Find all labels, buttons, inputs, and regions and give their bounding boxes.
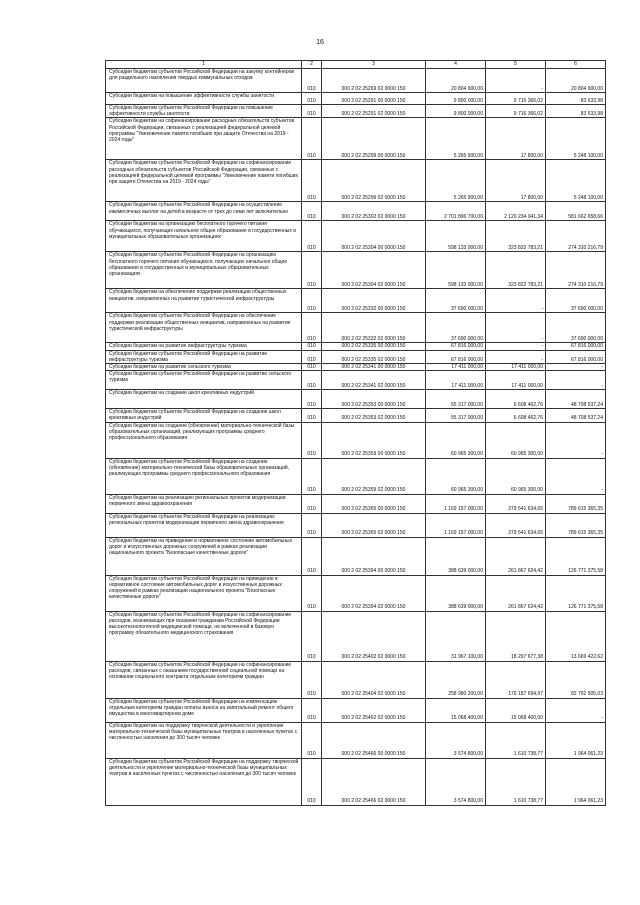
row-value-6: 1 964 061,23 — [546, 722, 606, 758]
row-code: 010 — [302, 221, 322, 252]
row-name: Субсидии бюджетам на повышение эффективности службы занятости — [106, 93, 302, 105]
row-value-5: 379 541 634,65 — [486, 494, 546, 513]
row-value-6: 5 248 100,00 — [546, 118, 606, 160]
row-name: Субсидии бюджетам субъектов Российской Федерации на повышение эффективности службы занятости — [106, 105, 302, 118]
row-value-5: 15 068 400,00 — [486, 698, 546, 722]
row-name: Субсидии бюджетам субъектов Российской Федерации на софинансирование расходных обязательств субъектов Российской Федерации, связанных с реализацией федеральной целевой программы "Увековечение памяти погибших при защите Отечества на 2019 - 2024 годы" — [106, 160, 302, 202]
row-name: Субсидии бюджетам субъектов Российской Федерации на поддержку творческой деятельности и укрепление материально-технической базы муниципальных театров в населенных пунктах с численностью населения до 300 тысяч человек — [106, 758, 302, 805]
row-code: 010 — [302, 343, 322, 350]
row-code: 010 — [302, 289, 322, 313]
table-row — [106, 105, 606, 118]
row-name: Субсидии бюджетам субъектов Российской Федерации на осуществление ежемесячных выплат на детей в возрасте от трех до семи лет включительно — [106, 202, 302, 221]
table-row — [106, 575, 606, 611]
page-number: 16 — [316, 39, 324, 46]
table-row — [106, 350, 606, 363]
row-name: Субсидии бюджетам субъектов Российской Федерации на приведение в нормативное состояние автомобильных дорог и искусственных дорожных сооружений в рамках реализации национального проекта "Безопасные качественные дороги" — [106, 575, 302, 611]
row-kbk: 000 2 02 25291 00 0000 150 — [322, 93, 426, 105]
row-value-4: 55 317 000,00 — [426, 409, 486, 422]
budget-table — [105, 60, 606, 806]
row-name: Субсидии бюджетам субъектов Российской Федерации на создание школ креативных индустрий — [106, 409, 302, 422]
row-code: 010 — [302, 422, 322, 458]
row-kbk: 000 2 02 25299 02 0000 150 — [322, 160, 426, 202]
row-value-4: 5 265 900,00 — [426, 160, 486, 202]
row-value-4: 55 317 000,00 — [426, 390, 486, 409]
row-value-6: 37 690 000,00 — [546, 289, 606, 313]
row-code: 010 — [302, 494, 322, 513]
table-row — [106, 118, 606, 160]
row-value-6: 274 310 216,79 — [546, 252, 606, 289]
row-kbk: 000 2 02 25402 02 0000 150 — [322, 611, 426, 661]
row-value-4: 17 411 000,00 — [426, 371, 486, 390]
row-value-4: 60 965 300,00 — [426, 458, 486, 494]
row-value-6: 789 615 365,35 — [546, 513, 606, 537]
row-value-4: 9 800 000,00 — [426, 105, 486, 118]
table-row — [106, 698, 606, 722]
row-kbk: 000 2 02 25466 00 0000 150 — [322, 722, 426, 758]
row-code: 010 — [302, 350, 322, 363]
table-row — [106, 458, 606, 494]
row-value-5: 17 800,00 — [486, 118, 546, 160]
row-value-4: 1 169 157 000,00 — [426, 494, 486, 513]
row-value-5: 261 867 624,42 — [486, 537, 546, 575]
header-row — [106, 61, 606, 69]
row-value-4: 1 169 157 000,00 — [426, 513, 486, 537]
row-value-6: 82 792 505,03 — [546, 661, 606, 698]
row-value-6: 20 804 900,00 — [546, 69, 606, 93]
row-name: Субсидии бюджетам субъектов Российской Федерации на закупку контейнеров для раздельного накопления твердых коммунальных отходов — [106, 69, 302, 93]
table-row — [106, 343, 606, 350]
table-row — [106, 390, 606, 409]
row-name: Субсидии бюджетам на организацию бесплатного горячего питания обучающихся, получающих начальное общее образование в государственных и муниципальных образовательных организациях — [106, 221, 302, 252]
row-value-4: 15 068 400,00 — [426, 698, 486, 722]
row-value-4: 388 639 000,00 — [426, 537, 486, 575]
row-kbk: 000 2 02 25341 00 0000 150 — [322, 364, 426, 371]
table-body — [106, 69, 606, 806]
row-value-4: 598 133 000,00 — [426, 221, 486, 252]
row-kbk: 000 2 02 25365 00 0000 150 — [322, 494, 426, 513]
row-value-4: 37 690 000,00 — [426, 289, 486, 313]
row-name: Субсидии бюджетам на создание школ креативных индустрий — [106, 390, 302, 409]
table-row — [106, 160, 606, 202]
row-value-5: 1 610 738,77 — [486, 758, 546, 805]
table-row — [106, 289, 606, 313]
row-code: 010 — [302, 252, 322, 289]
row-name: Субсидии бюджетам на приведение в нормативное состояние автомобильных дорог и искусственных дорожных сооружений в рамках реализации национального проекта "Безопасные качественные дороги" — [106, 537, 302, 575]
row-name: Субсидии бюджетам субъектов Российской Федерации на компенсацию отдельным категориям граждан оплаты взноса на капитальный ремонт общего имущества в многоквартирном доме — [106, 698, 302, 722]
row-value-4: 9 800 000,00 — [426, 93, 486, 105]
row-code: 010 — [302, 118, 322, 160]
table-row — [106, 364, 606, 371]
row-value-5: 18 297 677,38 — [486, 611, 546, 661]
row-value-5: 1 610 738,77 — [486, 722, 546, 758]
table-row — [106, 722, 606, 758]
row-value-4: 67 816 000,00 — [426, 343, 486, 350]
row-kbk: 000 2 02 25394 00 0000 150 — [322, 537, 426, 575]
row-value-5: 60 965 300,00 — [486, 458, 546, 494]
row-code: 010 — [302, 105, 322, 118]
row-value-4: 5 265 900,00 — [426, 118, 486, 160]
row-value-5: 2 120 234 041,34 — [486, 202, 546, 221]
row-value-5: - — [486, 313, 546, 343]
row-code: 010 — [302, 364, 322, 371]
row-value-5: 176 187 694,97 — [486, 661, 546, 698]
header-col-4: 4 — [426, 61, 486, 69]
table-row — [106, 221, 606, 252]
row-value-6: - — [546, 698, 606, 722]
row-kbk: 000 2 02 25466 02 0000 150 — [322, 758, 426, 805]
row-name: Субсидии бюджетам на реализацию региональных проектов модернизации первичного звена здравоохранения — [106, 494, 302, 513]
row-code: 010 — [302, 390, 322, 409]
row-kbk: 000 2 02 25335 02 0000 150 — [322, 350, 426, 363]
row-value-5: 379 541 634,65 — [486, 513, 546, 537]
row-value-6: 581 662 658,66 — [546, 202, 606, 221]
row-kbk: 000 2 02 25404 02 0000 150 — [322, 661, 426, 698]
row-kbk: 000 2 02 25365 02 0000 150 — [322, 513, 426, 537]
row-value-5: - — [486, 343, 546, 350]
row-value-4: 37 690 000,00 — [426, 313, 486, 343]
table-row — [106, 69, 606, 93]
row-kbk: 000 2 02 25335 00 0000 150 — [322, 343, 426, 350]
table-row — [106, 537, 606, 575]
row-value-6: 126 771 375,58 — [546, 575, 606, 611]
row-value-6: - — [546, 364, 606, 371]
row-kbk: 000 2 02 25359 02 0000 150 — [322, 458, 426, 494]
row-value-6: 274 310 216,79 — [546, 221, 606, 252]
row-value-4: 67 816 000,00 — [426, 350, 486, 363]
header-col-6: 6 — [546, 61, 606, 69]
row-value-5: 323 822 783,21 — [486, 252, 546, 289]
row-code: 010 — [302, 202, 322, 221]
row-code: 010 — [302, 458, 322, 494]
row-value-4: 388 639 000,00 — [426, 575, 486, 611]
row-code: 010 — [302, 611, 322, 661]
row-value-4: 258 980 200,00 — [426, 661, 486, 698]
row-value-4: 3 574 800,00 — [426, 758, 486, 805]
row-value-5: 60 965 300,00 — [486, 422, 546, 458]
table-row — [106, 611, 606, 661]
row-kbk: 000 2 02 25394 02 0000 150 — [322, 575, 426, 611]
row-code: 010 — [302, 661, 322, 698]
row-kbk: 000 2 02 25332 02 0000 150 — [322, 313, 426, 343]
row-value-5: - — [486, 289, 546, 313]
row-value-4: 31 967 100,00 — [426, 611, 486, 661]
row-value-4: 60 965 300,00 — [426, 422, 486, 458]
row-name: Субсидии бюджетам субъектов Российской Федерации на развитие сельского туризма — [106, 371, 302, 390]
row-value-6: 37 690 000,00 — [546, 313, 606, 343]
table-row — [106, 202, 606, 221]
row-value-6: 67 816 000,00 — [546, 350, 606, 363]
row-name: Субсидии бюджетам субъектов Российской Федерации на софинансирование расходов, связанных с оказанием государственной социальной помощи на основании социального контракта отдельным категориям граждан — [106, 661, 302, 698]
row-value-5: 261 867 624,42 — [486, 575, 546, 611]
table-row — [106, 313, 606, 343]
row-code: 010 — [302, 513, 322, 537]
row-value-5: 17 411 000,00 — [486, 364, 546, 371]
row-code: 010 — [302, 93, 322, 105]
row-value-6: - — [546, 422, 606, 458]
row-name: Субсидии бюджетам на развитие инфраструктуры туризма — [106, 343, 302, 350]
row-code: 010 — [302, 722, 322, 758]
row-value-5: 9 716 366,02 — [486, 93, 546, 105]
row-value-6: 13 669 422,62 — [546, 611, 606, 661]
table-row — [106, 422, 606, 458]
row-name: Субсидии бюджетам на софинансирование расходных обязательств субъектов Российской Федерации, связанных с реализацией федеральной целевой программы "Увековечение памяти погибших при защите Отечества на 2019 - 2024 годы" — [106, 118, 302, 160]
row-value-6: 83 633,98 — [546, 105, 606, 118]
row-name: Субсидии бюджетам на развитие сельского туризма — [106, 364, 302, 371]
row-value-5: 6 608 462,76 — [486, 409, 546, 422]
row-code: 010 — [302, 371, 322, 390]
header-col-1: 1 — [106, 61, 302, 69]
row-value-6: 48 708 537,24 — [546, 409, 606, 422]
row-value-5: 323 822 783,21 — [486, 221, 546, 252]
header-col-3: 3 — [322, 61, 426, 69]
row-name: Субсидии бюджетам субъектов Российской Федерации на софинансирование расходов, возникающих при оказании гражданам Российской Федерации высокотехнологичной медицинской помощи, не включенной в базовую программу обязательного медицинского страхования — [106, 611, 302, 661]
table-row — [106, 758, 606, 805]
row-value-4: 598 133 000,00 — [426, 252, 486, 289]
row-kbk: 000 2 02 25291 02 0000 150 — [322, 105, 426, 118]
row-kbk: 000 2 02 25462 02 0000 150 — [322, 698, 426, 722]
row-value-6: 83 633,98 — [546, 93, 606, 105]
row-kbk: 000 2 02 25353 00 0000 150 — [322, 390, 426, 409]
row-code: 010 — [302, 160, 322, 202]
row-value-6: - — [546, 371, 606, 390]
table-row — [106, 252, 606, 289]
row-value-4: 3 574 800,00 — [426, 722, 486, 758]
header-col-5: 5 — [486, 61, 546, 69]
row-value-6: 1 964 061,23 — [546, 758, 606, 805]
row-kbk: 000 2 02 25332 00 0000 150 — [322, 289, 426, 313]
row-code: 010 — [302, 409, 322, 422]
row-kbk: 000 2 02 25359 00 0000 150 — [322, 422, 426, 458]
table-row — [106, 371, 606, 390]
row-value-4: 17 411 000,00 — [426, 364, 486, 371]
row-value-6: 789 615 365,35 — [546, 494, 606, 513]
row-name: Субсидии бюджетам субъектов Российской Федерации на обеспечение поддержки реализации общественных инициатив, направленных на развитие туристической инфраструктуры — [106, 313, 302, 343]
row-name: Субсидии бюджетам субъектов Российской Федерации на реализацию региональных проектов модернизации первичного звена здравоохранения — [106, 513, 302, 537]
row-kbk: 000 2 02 25353 02 0000 150 — [322, 409, 426, 422]
row-name: Субсидии бюджетам субъектов Российской Федерации на развитие инфраструктуры туризма — [106, 350, 302, 363]
row-code: 010 — [302, 575, 322, 611]
row-value-6: 126 771 375,58 — [546, 537, 606, 575]
row-value-5: - — [486, 69, 546, 93]
row-kbk: 000 2 02 25304 02 0000 150 — [322, 252, 426, 289]
table-row — [106, 409, 606, 422]
table-row — [106, 513, 606, 537]
row-kbk: 000 2 02 25304 00 0000 150 — [322, 221, 426, 252]
row-value-5: 9 716 366,02 — [486, 105, 546, 118]
row-code: 010 — [302, 69, 322, 93]
row-code: 010 — [302, 537, 322, 575]
header-col-2: 2 — [302, 61, 322, 69]
row-name: Субсидии бюджетам на поддержку творческой деятельности и укрепление материально-технической базы муниципальных театров в населенных пунктах с численностью населения до 300 тысяч человек — [106, 722, 302, 758]
row-value-5: - — [486, 350, 546, 363]
row-name: Субсидии бюджетам на создание (обновление) материально-технической базы образовательных организаций, реализующих программы среднего профессионального образования — [106, 422, 302, 458]
row-value-5: 17 411 000,00 — [486, 371, 546, 390]
row-kbk: 000 2 02 25341 02 0000 150 — [322, 371, 426, 390]
row-value-4: 20 804 900,00 — [426, 69, 486, 93]
row-value-6: 67 816 000,00 — [546, 343, 606, 350]
row-code: 010 — [302, 698, 322, 722]
row-value-6: 5 248 100,00 — [546, 160, 606, 202]
row-value-4: 2 701 896 700,00 — [426, 202, 486, 221]
row-code: 010 — [302, 758, 322, 805]
row-value-6: 48 708 537,24 — [546, 390, 606, 409]
row-name: Субсидии бюджетам субъектов Российской Федерации на создание (обновление) материально-технической базы образовательных организаций, реализующих программы среднего профессионального образования — [106, 458, 302, 494]
row-name: Субсидии бюджетам на обеспечение поддержки реализации общественных инициатив, направленных на развитие туристической инфраструктуры — [106, 289, 302, 313]
table-row — [106, 494, 606, 513]
row-kbk: 000 2 02 25302 02 0000 150 — [322, 202, 426, 221]
row-value-5: 17 800,00 — [486, 160, 546, 202]
row-kbk: 000 2 02 25269 02 0000 150 — [322, 69, 426, 93]
row-value-6: - — [546, 458, 606, 494]
row-value-5: 6 608 462,76 — [486, 390, 546, 409]
table-row — [106, 93, 606, 105]
table-row — [106, 661, 606, 698]
row-kbk: 000 2 02 25299 00 0000 150 — [322, 118, 426, 160]
row-name: Субсидии бюджетам субъектов Российской Федерации на организацию бесплатного горячего питания обучающихся, получающих начальное общее образование в государственных и муниципальных образовательных организациях — [106, 252, 302, 289]
row-code: 010 — [302, 313, 322, 343]
